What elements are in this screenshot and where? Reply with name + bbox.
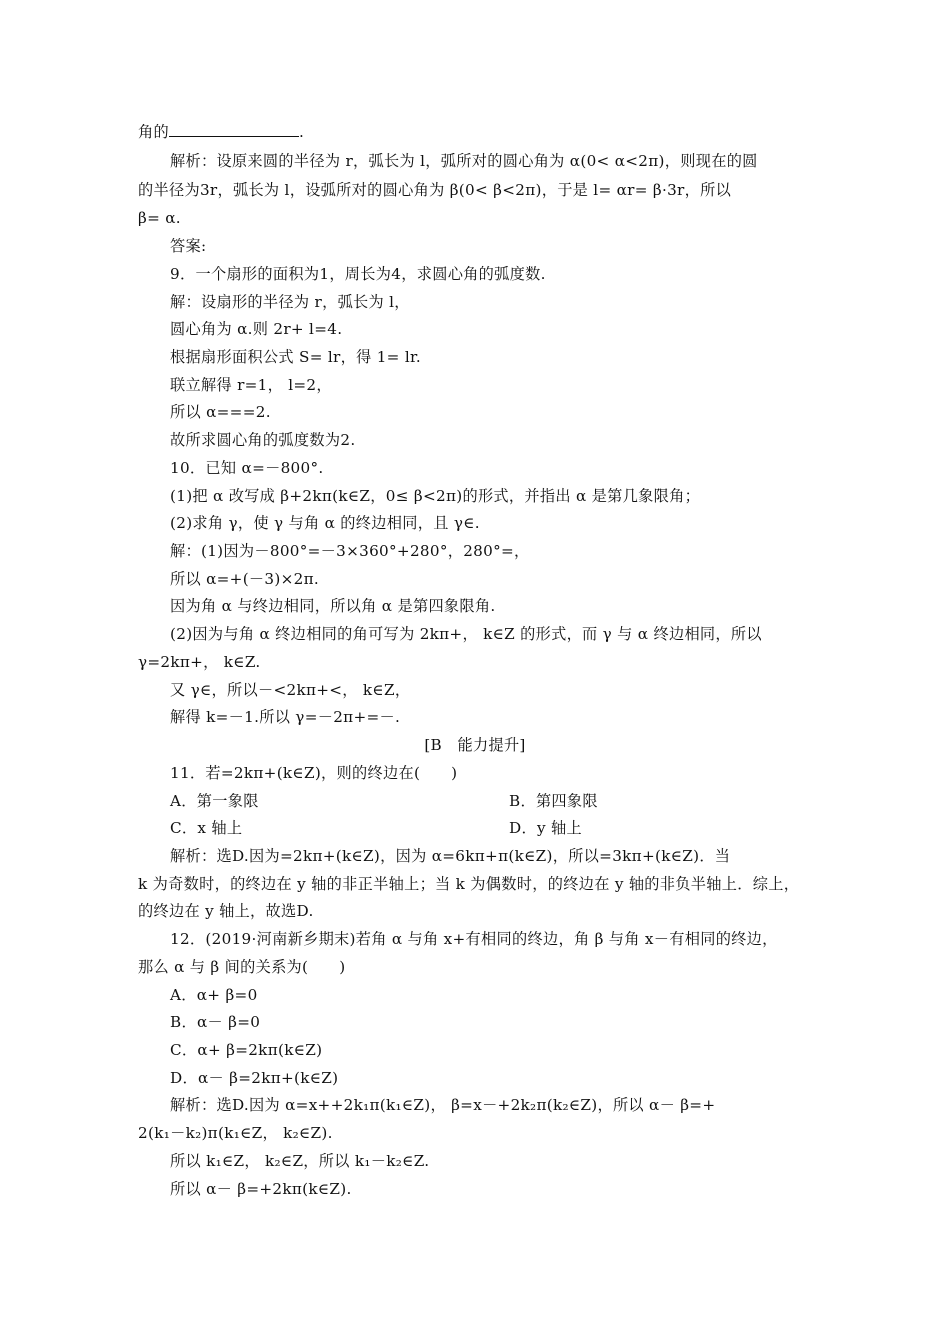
text-line [138,122,304,142]
option-d: D．y 轴上 [509,819,582,837]
text-line: k 为奇数时，的终边在 y 轴的非正半轴上；当 k 为偶数时，的终边在 y 轴的非负半轴上．综上， [138,875,800,893]
option-c: C．α+ β=2kπ(k∈Z) [170,1041,323,1059]
text-fragment: 角的 [138,123,169,141]
text-line: 因为角 α 与终边相同，所以角 α 是第四象限角. [170,597,496,615]
text-line: (2)求角 γ，使 γ 与角 α 的终边相同，且 γ∈. [170,514,480,532]
text-line: 答案: [170,237,207,255]
question-9: 9．一个扇形的面积为1，周长为4，求圆心角的弧度数. [170,265,546,283]
question-12: 12．(2019·河南新乡期末)若角 α 与角 x+有相同的终边，角 β 与角 x－有相同的终边， [170,930,778,948]
text-line: 2(k₁－k₂)π(k₁∈Z， k₂∈Z). [138,1124,333,1142]
text-line: 的终边在 y 轴上，故选D. [138,902,314,920]
text-line: γ=2kπ+， k∈Z. [138,653,261,671]
text-line: 所以 k₁∈Z， k₂∈Z，所以 k₁－k₂∈Z. [170,1152,430,1170]
question-11: 11．若=2kπ+(k∈Z)，则的终边在( ) [170,764,458,782]
text-line: 那么 α 与 β 间的关系为( ) [138,958,346,976]
text-line: β= α. [138,209,181,227]
question-10: 10．已知 α=－800°. [170,459,324,477]
text-line: (1)把 α 改写成 β+2kπ(k∈Z，0≤ β<2π)的形式，并指出 α 是第几象限角； [170,487,701,505]
text-line: 所以 α=+(－3)×2π. [170,570,320,588]
option-b: B．第四象限 [509,792,598,810]
text-line: 又 γ∈，所以－<2kπ+<， k∈Z， [170,681,411,699]
text-line: 解析：选D.因为=2kπ+(k∈Z)，因为 α=6kπ+π(k∈Z)，所以=3kπ+(k∈Z)．当 [170,847,731,865]
text-line: 解析：选D.因为 α=x++2k₁π(k₁∈Z)， β=x－+2k₂π(k₂∈Z)，所以 α－ β=+ [170,1096,716,1114]
text-line: 圆心角为 α.则 2r+ l=4. [170,320,343,338]
answer-blank [169,122,299,137]
text-line: 解：设扇形的半径为 r，弧长为 l， [170,293,410,311]
text-line: 根据扇形面积公式 S= lr，得 1= lr. [170,348,421,366]
text-fragment: . [298,123,305,141]
text-line: 故所求圆心角的弧度数为2. [170,431,356,449]
option-a: A．α+ β=0 [170,986,258,1004]
text-line: 解析：设原来圆的半径为 r，弧长为 l，弧所对的圆心角为 α(0< α<2π)，则现在的圆 [170,152,758,170]
text-line: 解：(1)因为－800°=－3×360°+280°，280°=， [170,542,530,560]
option-c: C．x 轴上 [170,819,243,837]
option-b: B．α－ β=0 [170,1013,261,1031]
option-d: D．α－ β=2kπ+(k∈Z) [170,1069,339,1087]
text-line: 所以 α－ β=+2kπ(k∈Z). [170,1180,352,1198]
text-line: 联立解得 r=1， l=2， [170,376,332,394]
text-line: 解得 k=－1.所以 γ=－2π+=－. [170,708,401,726]
section-heading: [B 能力提升] [424,736,526,754]
text-line: 所以 α===2. [170,403,271,421]
option-a: A．第一象限 [170,792,259,810]
text-line: (2)因为与角 α 终边相同的角可写为 2kπ+， k∈Z 的形式，而 γ 与 α 终边相同，所以 [170,625,762,643]
text-line: 的半径为3r，弧长为 l，设弧所对的圆心角为 β(0< β<2π)，于是 l= αr= β·3r，所以 [138,181,732,199]
